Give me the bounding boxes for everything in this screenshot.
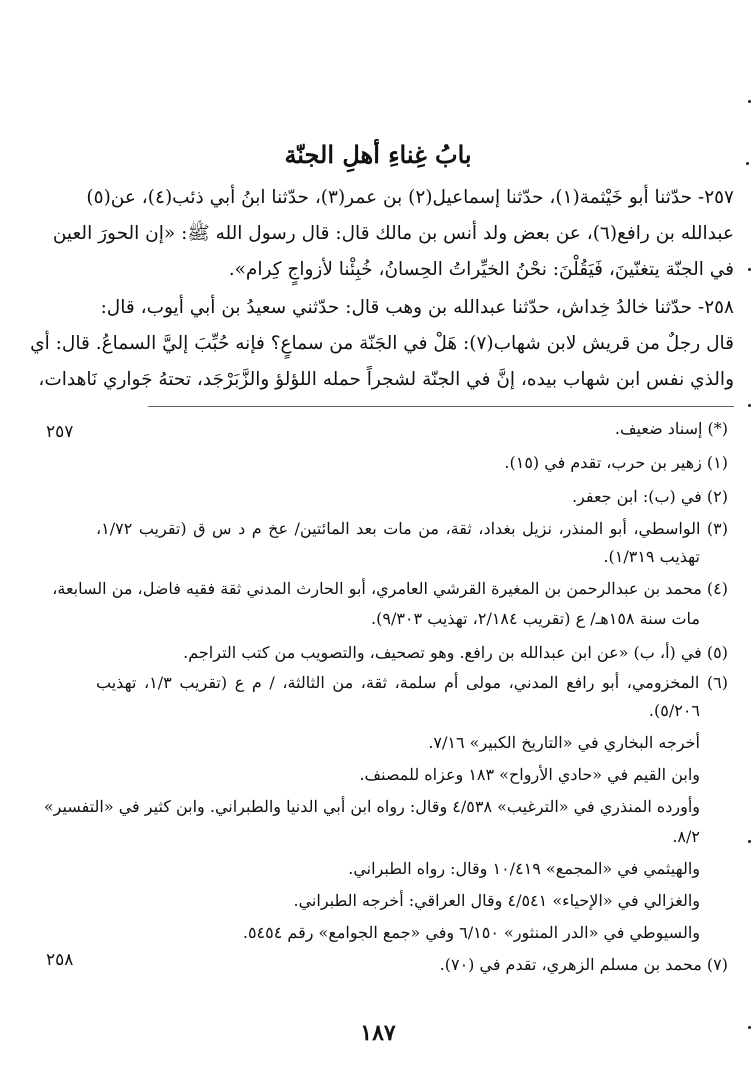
footnote-line: (٣) الواسطي، أبو المنذر، نزيل بغداد، ثقة، من مات بعد المائتين/ عخ م د س ق (تقريب ١/٧٢، (96, 519, 728, 538)
footnote-line: (٥) في (أ، ب) «عن ابن عبدالله بن رافع. وهو تصحيف، والتصويب من كتب التراجم. (183, 643, 728, 662)
footnote-line: تهذيب ١/٣١٩). (603, 547, 700, 566)
footnote-line: مات سنة ١٥٨هـ/ ع (تقريب ٢/١٨٤، تهذيب ٩/٣٠٣). (371, 609, 700, 628)
footnote-line: (٢) في (ب): ابن جعفر. (571, 487, 728, 506)
main-line: في الجنّة يتغنّينَ، فَيَقُلْنَ: نحْنُ الخيِّراتُ الحِسانُ، خُبِئْنا لأزواجٍ كِرام». (228, 259, 734, 280)
scan-mark (748, 840, 751, 843)
footnote-line: وأورده المنذري في «الترغيب» ٤/٥٣٨ وقال: رواه ابن أبي الدنيا والطبراني. وابن كثير في «التفسير» (43, 797, 700, 816)
footnote-divider (148, 406, 734, 407)
page-number: ١٨٧ (360, 1020, 396, 1046)
scan-mark (748, 100, 751, 103)
main-line: ٢٥٧- حدّثنا أبو خَيْثمة(١)، حدّثنا إسماعيل(٢) بن عمر(٣)، حدّثنا ابنُ أبي ذئب(٤)، عن(٥) (86, 187, 734, 208)
main-line: قال رجلٌ من قريش لابن شهاب(٧): هَلْ في الجَنّة من سماعٍ؟ فإنه حُبِّبَ إليَّ السماعُ. قال: أي (30, 333, 734, 354)
footnote-line: (٧) محمد بن مسلم الزهري، تقدم في (٧٠). (439, 955, 728, 974)
footnote-line: (٦) المخزومي، أبو رافع المدني، مولى أم سلمة، ثقة، من الثالثة، / م ع (تقريب ١/٣، تهذيب (96, 673, 729, 692)
margin-number: ٢٥٧ (46, 422, 74, 442)
footnote-line: أخرجه البخاري في «التاريخ الكبير» ٧/١٦. (428, 733, 700, 752)
main-line: والذي نفس ابن شهاب بيده، إنَّ في الجنّة لشجراً حمله اللؤلؤ والزَّبَرْجَد، تحتهُ جَواري نَاهدات، (38, 369, 734, 390)
footnote-line: (١) زهير بن حرب، تقدم في (١٥). (504, 453, 728, 472)
main-line: عبدالله بن رافع(٦)، عن بعض ولد أنس بن مالك قال: قال رسول الله ﷺ: «إن الحورَ العين (52, 223, 734, 244)
scan-mark (748, 404, 751, 407)
scan-mark (746, 162, 749, 165)
footnote-line: والسيوطي في «الدر المنثور» ٦/١٥٠ وفي «جمع الجوامع» رقم ٥٤٥٤. (242, 923, 700, 942)
footnote-line: والغزالي في «الإحياء» ٤/٥٤١ وقال العراقي: أخرجه الطبراني. (293, 891, 700, 910)
scan-mark (748, 268, 751, 271)
footnote-line: (*) إسناد ضعيف. (614, 419, 728, 438)
footnote-line: (٤) محمد بن عبدالرحمن بن المغيرة القرشي العامري، أبو الحارث المدني ثقة فقيه فاضل، من السابعة، (52, 579, 728, 598)
footnote-line: ٨/٢. (672, 827, 700, 846)
main-line: ٢٥٨- حدّثنا خالدُ خِداش، حدّثنا عبدالله بن وهب قال: حدّثني سعيدُ بن أبي أيوب، قال: (100, 297, 734, 318)
chapter-title: بابُ غِناءِ أهلِ الجنّة (284, 140, 472, 169)
footnote-line: ٥/٢٠٦). (648, 701, 700, 720)
scan-mark (748, 1026, 751, 1029)
footnote-line: وابن القيم في «حادي الأرواح» ١٨٣ وعزاه للمصنف. (359, 765, 700, 784)
margin-number: ٢٥٨ (46, 950, 74, 970)
footnote-line: والهيثمي في «المجمع» ١٠/٤١٩ وقال: رواه الطبراني. (348, 859, 700, 878)
